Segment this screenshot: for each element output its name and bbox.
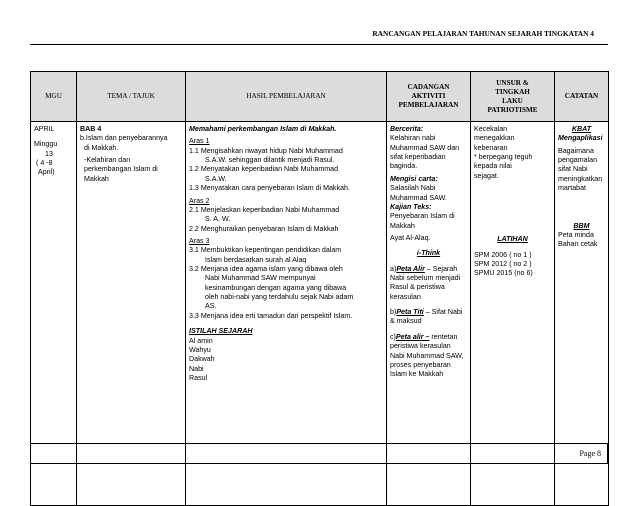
hasil-line: S. A. W. — [205, 215, 231, 224]
unsur-line: menegakkan — [474, 134, 515, 143]
istilah-term: Dakwah — [189, 355, 215, 364]
hasil-line: 1.2 Menyatakan keperibadian Nabi Muhammad — [189, 165, 339, 174]
peta-alir-line — [390, 265, 467, 274]
hasil-line: S.A.W. — [205, 174, 227, 183]
hasil-aras-3: Aras 3 — [189, 236, 210, 245]
cadangan-line: Islam ke Makkah — [390, 370, 444, 379]
hasil-line: 1.3 Menyatakan cara penyebaran Islam di Makkah. — [189, 184, 350, 193]
header-tema-tajuk: TEMA / TAJUK — [77, 72, 186, 122]
mgu-range: ( 4 -8 — [36, 159, 53, 168]
peta-alir-2-label: Peta alir – — [395, 332, 430, 341]
catatan-line: Bagaimana — [558, 146, 594, 155]
header-text: CADANGAN — [407, 83, 450, 91]
cadangan-line: & maksud — [390, 317, 422, 326]
hasil-line: 3.3 Menjana idea erti tamadun dari perspektif Islam. — [189, 311, 353, 320]
hasil-line: 3.2 Menjana idea agama islam yang dibawa oleh — [189, 265, 343, 274]
header-unsur-patriotisme — [471, 72, 555, 122]
catatan-line: martabat — [558, 184, 586, 193]
peta-titi-label: Peta Titi — [396, 308, 424, 317]
header-text: LAKU — [502, 96, 523, 105]
catatan-line: pengamalan — [558, 156, 598, 165]
unsur-line: sejagat. — [474, 171, 499, 180]
cadangan-kajian-teks: Kajian Teks: — [390, 202, 432, 211]
bbm-item: Peta minda — [558, 230, 594, 239]
header-mgu: MGU — [31, 72, 77, 122]
tema-line: b.Islam dan penyebarannya — [80, 134, 168, 143]
mgu-minggu: Minggu — [34, 140, 58, 149]
tema-line: Makkah — [84, 174, 109, 183]
catatan-line: sifat Nabi — [558, 165, 588, 174]
cadangan-line: proses penyebaran — [390, 360, 451, 369]
hasil-line: 1.1 Mengisahkan riwayat hidup Nabi Muhammad — [189, 146, 343, 155]
hasil-line: AS. — [205, 302, 217, 311]
hasil-line: 2.1 Menjelaskan keperibadian Nabi Muhammad — [189, 205, 340, 214]
peta-alir-label: Peta Alir — [396, 264, 425, 273]
cadangan-line: peristiwa kerasulan — [390, 342, 451, 351]
tema-bab: BAB 4 — [80, 125, 102, 133]
cadangan-line: Muhammad SAW dan — [390, 143, 460, 152]
hasil-line: 2.2 Menghuraikan penyebaran Islam di Makkah — [189, 224, 339, 233]
cadangan-line: kerasulan — [390, 292, 421, 301]
peta-alir-text: – Sejarah — [424, 264, 458, 273]
cadangan-ithink: i-Think — [416, 249, 441, 258]
unsur-line: * berpegang teguh — [474, 153, 533, 162]
latihan-item: SPM 2012 ( no 2 ) — [474, 259, 532, 268]
tema-line: -Kelahiran dan — [84, 156, 131, 165]
istilah-term: Al amin — [189, 336, 213, 345]
table-header-row — [31, 72, 609, 122]
cadangan-bercerita: Bercerita: — [390, 125, 424, 133]
hasil-line: Islam berdasarkan surah al Alaq — [205, 255, 307, 264]
peta-titi-line — [390, 308, 467, 317]
hasil-line: S.A.W. sehinggan dilantik menjadi Rasul. — [205, 156, 335, 165]
peta-titi-text: – Sifat Nabi — [423, 308, 463, 317]
header-text: PEMBELAJARAN — [398, 101, 459, 109]
cadangan-line: Ayat Al-Alaq. — [390, 233, 431, 242]
page-number: Page 8 — [579, 449, 601, 458]
cadangan-line: baginda. — [390, 162, 418, 171]
tema-line: di Makkah. — [84, 143, 119, 152]
mgu-month: APRIL — [34, 125, 55, 133]
istilah-term: Nabi — [189, 364, 204, 373]
bbm-item: Bahan cetak — [558, 240, 598, 249]
cadangan-line: Rasul & peristiwa — [390, 283, 445, 292]
hasil-line: oleh nabi-nabi yang terdahulu sejak Nabi adam — [205, 293, 354, 302]
cadangan-line: sifat keperibadian — [390, 153, 446, 162]
header-rule — [30, 44, 608, 45]
cadangan-line: Penyebaran Islam di — [390, 212, 455, 221]
latihan-item: SPMU 2015 (no 6) — [474, 269, 533, 278]
hasil-line: 3.1 Membuktikan kepentingan pendidikan dalam — [189, 246, 342, 255]
header-catatan: CATATAN — [555, 72, 609, 122]
cadangan-line: Nabi sebelum menjadi — [390, 274, 461, 283]
header-text: AKTIVITI — [411, 92, 446, 100]
hasil-line: Nabi Muhammad SAW mempunyai — [205, 274, 316, 283]
hasil-intro: Memahami perkembangan Islam di Makkah. — [189, 125, 337, 133]
header-hasil-pembelajaran: HASIL PEMBELAJARAN — [186, 72, 387, 122]
page-footer — [30, 444, 608, 464]
item-prefix: c) — [390, 332, 396, 341]
mgu-range-end: April) — [38, 168, 55, 177]
lesson-plan-table — [30, 71, 609, 506]
document-header: RANCANGAN PELAJARAN TAHUNAN SEJARAH TINGKATAN 4 — [372, 29, 594, 38]
cadangan-line: Nabi Muhammad SAW, — [390, 351, 464, 360]
cadangan-line: Salasilah Nabi — [390, 184, 436, 193]
header-cadangan-aktiviti — [387, 72, 471, 122]
mgu-week: 13 — [45, 149, 53, 158]
unsur-line: kebenaran — [474, 143, 508, 152]
bbm-heading: BBM — [573, 221, 590, 230]
istilah-term: Rasul — [189, 373, 208, 382]
latihan-item: SPM 2006 ( no 1 ) — [474, 250, 532, 259]
unsur-line: kepada nilai — [474, 162, 512, 171]
kbat-mengaplikasi: Mengaplikasi — [558, 134, 603, 143]
header-text: UNSUR & — [496, 78, 529, 87]
hasil-aras-1: Aras 1 — [189, 137, 210, 146]
cadangan-line: Muhammad SAW. — [390, 193, 447, 202]
istilah-term: Wahyu — [189, 345, 211, 354]
item-prefix: a) — [390, 264, 397, 273]
hasil-line: kesinambungan dengan agama yang dibawa — [205, 283, 347, 292]
cadangan-line: Kelahiran nabi — [390, 134, 436, 143]
cadangan-line: Makkah — [390, 221, 415, 230]
tema-line: perkembangan Islam di — [84, 165, 158, 174]
peta-alir-2-text: rentetan — [429, 332, 458, 341]
unsur-line: Kecekalan — [474, 125, 508, 133]
latihan-heading: LATIHAN — [497, 235, 528, 244]
kbat-heading: KBAT — [571, 125, 592, 133]
catatan-line: meningkatkan — [558, 174, 603, 183]
item-prefix: b) — [390, 308, 397, 317]
hasil-aras-2: Aras 2 — [189, 196, 210, 205]
cadangan-mengisi-carta: Mengisi carta: — [390, 174, 438, 183]
header-text: PATRIOTISME — [487, 105, 538, 114]
istilah-sejarah-heading: ISTILAH SEJARAH — [189, 327, 253, 336]
header-text: TINGKAH — [495, 87, 530, 96]
peta-alir-2-line — [390, 333, 467, 342]
